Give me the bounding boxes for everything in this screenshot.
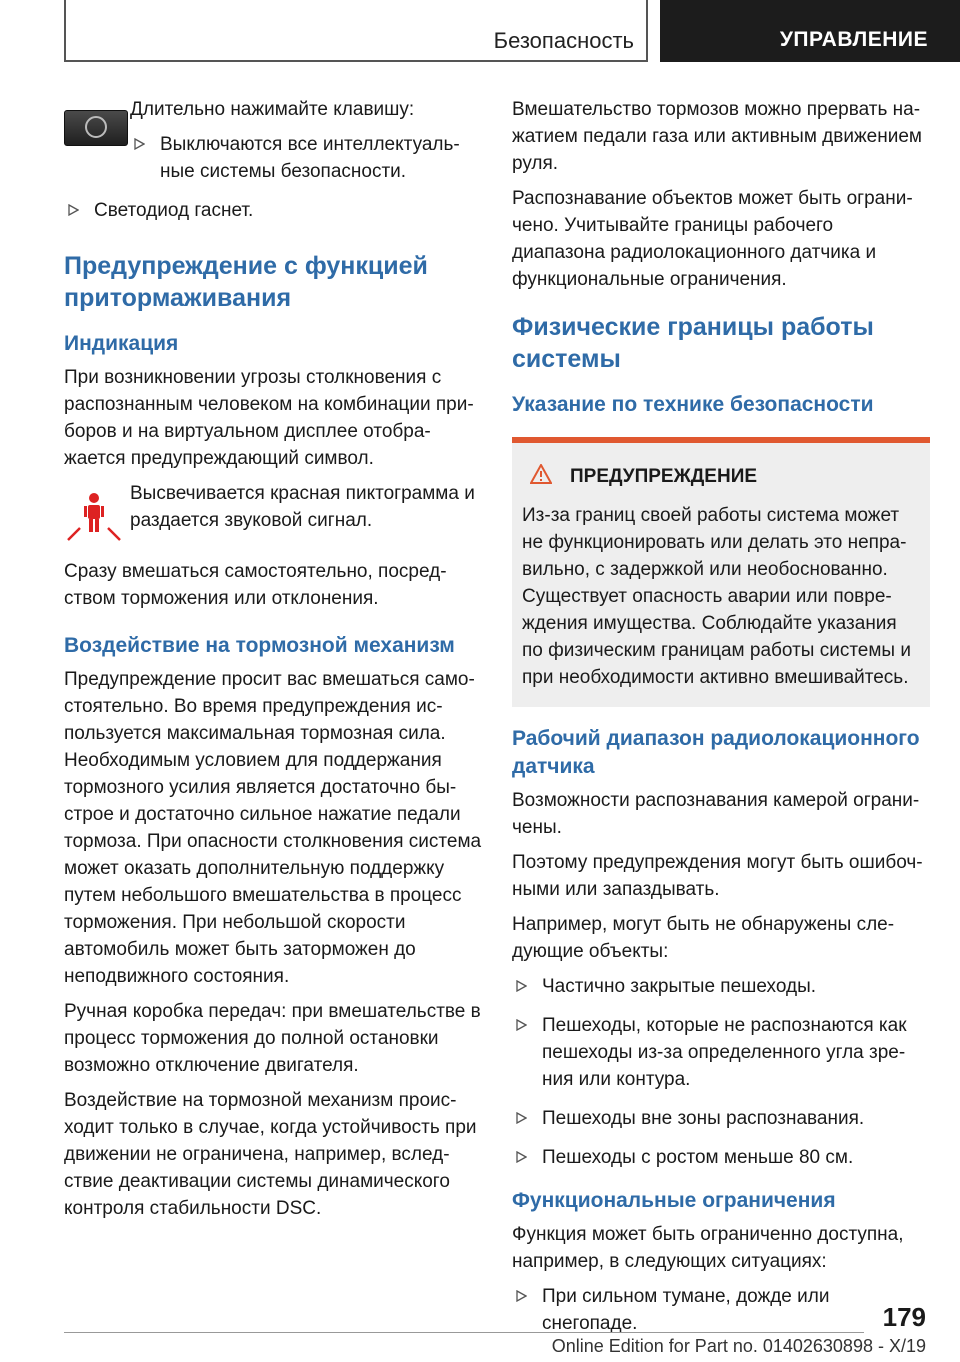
bullet-triangle-icon: [516, 980, 527, 992]
brake-text-1: Предупреждение просит вас вмешаться самостоятельно. Во время предупреждения используется максимальная тормозная сила. Необходимым условием для поддержания тормозного усилия является достаточно быстрое и достаточно сильное нажатие педали тормоза. При опасности столкновения система может оказать дополнительную поддержку путем небольшого вмешательства в процесс торможения. При небольшой скорости автомобиль может быть заторможен до неподвижного состояния.: [64, 669, 482, 987]
recognition-text: Распознавание объектов может быть ограничено. Учитывайте границы рабочего диапазона радиолокационного датчика и функциональные ограничения.: [512, 188, 913, 290]
assist-button-icon: [64, 110, 128, 146]
bullet-triangle-icon: [516, 1290, 527, 1302]
right-column: [512, 96, 930, 1349]
page-header: [0, 0, 960, 66]
warning-triangle-icon: [530, 464, 552, 484]
list-item: Пешеходы вне зоны распознавания.: [512, 1105, 930, 1132]
bullet-triangle-icon: [134, 138, 145, 150]
footer-edition: Online Edition for Part no. 01402630898 - X/19: [551, 1336, 926, 1356]
heading-limits: Физические границы работы системы: [512, 313, 874, 373]
bullet-triangle-icon: [516, 1019, 527, 1031]
intervene-text: Сразу вмешаться самостоятельно, посредством торможения или отклонения.: [64, 561, 447, 609]
heading-indication: Индикация: [64, 332, 179, 355]
heading-radar: Рабочий диапазон радиолокационного датчика: [512, 727, 920, 778]
warning-text: Из-за границ своей работы система может не функционировать или делать это неправильно, с задержкой или необоснованно. Существует опасность аварии или повреждения имущества. Соблюдайте указания по физическим границам работы системы и при необходимости активно вмешивайтесь.: [522, 505, 911, 688]
left-column: [64, 96, 482, 1230]
interrupt-text: Вмешательство тормозов можно прервать нажатием педали газа или активным движением руля.: [512, 99, 922, 174]
indication-text: При возникновении угрозы столкновения с распознанным человеком на комбинации приборов и на виртуальном дисплее отображается предупреждающий символ.: [64, 367, 474, 469]
bullet-triangle-icon: [516, 1151, 527, 1163]
brake-text-3: Воздействие на тормозной механизм происходит только в случае, когда устойчивость при движении не ограничена, например, вследствие деактивации системы динамического контроля стабильности DSC.: [64, 1090, 477, 1219]
functional-text: Функция может быть ограниченно доступна, например, в следующих ситуациях:: [512, 1224, 904, 1272]
list-item: Пешеходы с ростом меньше 80 см.: [512, 1144, 930, 1171]
pictogram-note: [64, 480, 482, 546]
warning-title: ПРЕДУПРЕЖДЕНИЕ: [522, 463, 920, 490]
list-item: При сильном тумане, дожде или снегопаде.: [512, 1283, 930, 1337]
page-number: 179: [882, 1302, 926, 1332]
pictogram-text: Высвечивается красная пиктограмма и раздается звуковой сигнал.: [130, 483, 475, 531]
intro-text: Длительно нажимайте клавишу:: [130, 99, 415, 120]
warnings-text: Поэтому предупреждения могут быть ошибочными или запаздывать.: [512, 852, 923, 900]
warning-box: [512, 443, 930, 707]
header-section: Безопасность: [493, 28, 634, 53]
list-item: Частично закрытые пешеходы.: [512, 973, 930, 1000]
list-item: Светодиод гаснет.: [64, 197, 482, 224]
button-instruction: [64, 96, 482, 185]
bullet-triangle-icon: [516, 1112, 527, 1124]
heading-brake: Воздействие на тормозной механизм: [64, 634, 455, 657]
camera-text: Возможности распознавания камерой ограничены.: [512, 790, 920, 838]
brake-text-2: Ручная коробка передач: при вмешательстве в процесс торможения до полной остановки возможно отключение двигателя.: [64, 1001, 481, 1076]
heading-safety: Указание по технике безопасности: [512, 393, 874, 416]
pedestrian-warning-icon: [64, 486, 124, 544]
heading-prebrake: Предупреждение с функцией притормаживания: [64, 252, 428, 312]
heading-functional: Функциональные ограничения: [512, 1189, 836, 1212]
footer-rule: [64, 1332, 864, 1333]
example-text: Например, могут быть не обнаружены следующие объекты:: [512, 914, 895, 962]
list-item: Пешеходы, которые не распознаются как пешеходы из-за определенного угла зрения или контура.: [512, 1012, 930, 1093]
list-item: Выключаются все интеллектуальные системы безопасности.: [130, 131, 482, 185]
header-chapter: УПРАВЛЕНИЕ: [660, 0, 960, 62]
bullet-triangle-icon: [68, 204, 79, 216]
